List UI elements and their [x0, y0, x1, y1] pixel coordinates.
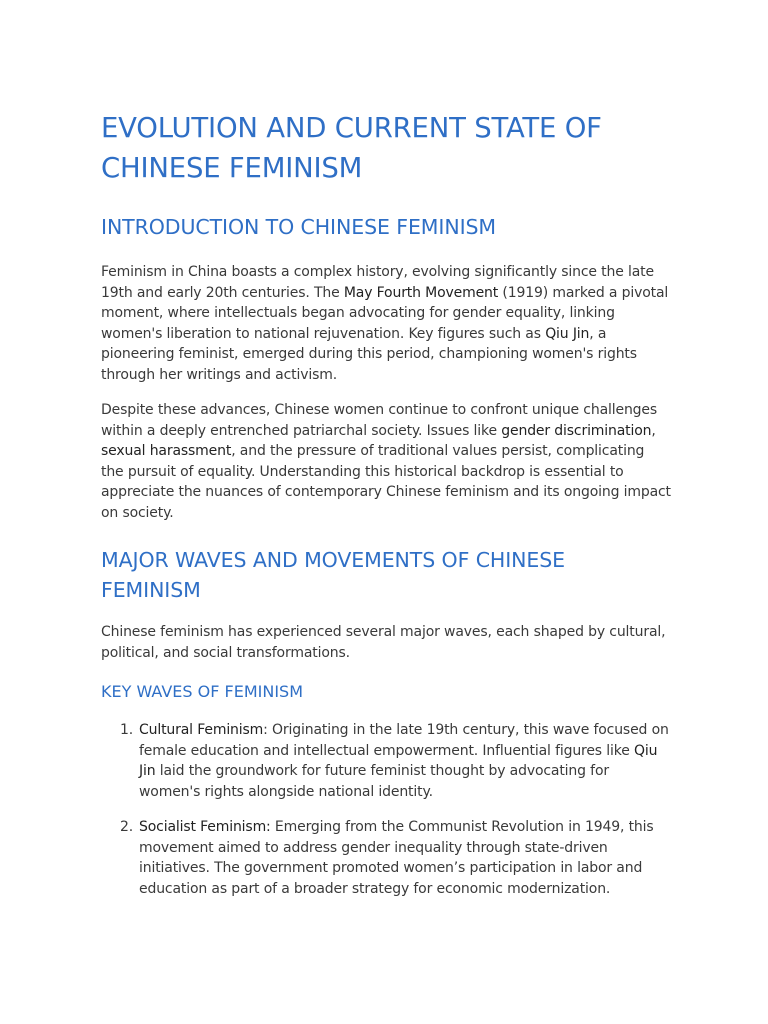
list-item [101, 720, 671, 802]
intro-paragraph-1 [101, 262, 671, 385]
highlight-gender-discrimination: gender discrimination [501, 422, 652, 439]
list-number: 1. [120, 722, 134, 738]
list-number: 2. [120, 819, 134, 835]
subsection-heading-key-waves: KEY WAVES OF FEMINISM [101, 682, 303, 701]
highlight-qiu-jin: Qiu Jin [139, 742, 658, 779]
highlight-sexual-harassment: sexual harassment [101, 443, 232, 459]
text-run: : Originating in the late 19th century, this wave focused on female education and intellectual empowerment. Influential figures like [139, 722, 669, 759]
section-heading-introduction: INTRODUCTION TO CHINESE FEMINISM [101, 215, 497, 239]
highlight-may-fourth-movement: May Fourth Movement [343, 284, 499, 301]
list-item-term: Cultural Feminism [139, 722, 264, 738]
list-item-term: Socialist Feminism: [139, 819, 271, 835]
text-run: , a pioneering feminist, emerged during this period, championing women's rights through her writings and activism. [101, 325, 637, 383]
text-run: Despite these advances, Chinese women continue to confront unique challenges within a deeply entrenched patriarchal society. Issues like [101, 402, 658, 439]
text-run: , and the pressure of traditional values persist, complicating the pursuit of equality. Understanding this historical backdrop is essential to appreciate the nuances of contemporary Chinese feminism and its ongoing impact on society. [101, 443, 671, 521]
highlight-qiu-jin: Qiu Jin [545, 325, 590, 342]
intro-paragraph-2 [101, 400, 671, 523]
document-body [101, 108, 671, 899]
section-heading-major-waves: MAJOR WAVES AND MOVEMENTS OF CHINESE FEMINISM [101, 548, 566, 602]
text-run: laid the groundwork for future feminist thought by advocating for women's rights alongside national identity. [139, 763, 609, 800]
text-run: Emerging from the Communist Revolution in 1949, this movement aimed to address gender inequality through state-driven initiatives. The government promoted women’s participation in labor and education as part of a broader strategy for economic modernization. [139, 819, 654, 897]
key-waves-list [101, 720, 671, 899]
text-run: (1919) marked a pivotal moment, where intellectuals began advocating for gender equality, linking women's liberation to national rejuvenation. Key figures such as [101, 284, 669, 342]
text-run: Feminism in China boasts a complex history, evolving significantly since the late 19th and early 20th centuries. The [101, 264, 654, 301]
list-item [101, 817, 671, 899]
document-title: EVOLUTION AND CURRENT STATE OF CHINESE FEMINISM [101, 112, 602, 184]
text-run: , [651, 422, 656, 439]
waves-paragraph: Chinese feminism has experienced several major waves, each shaped by cultural, political, and social transformations. [101, 624, 666, 661]
